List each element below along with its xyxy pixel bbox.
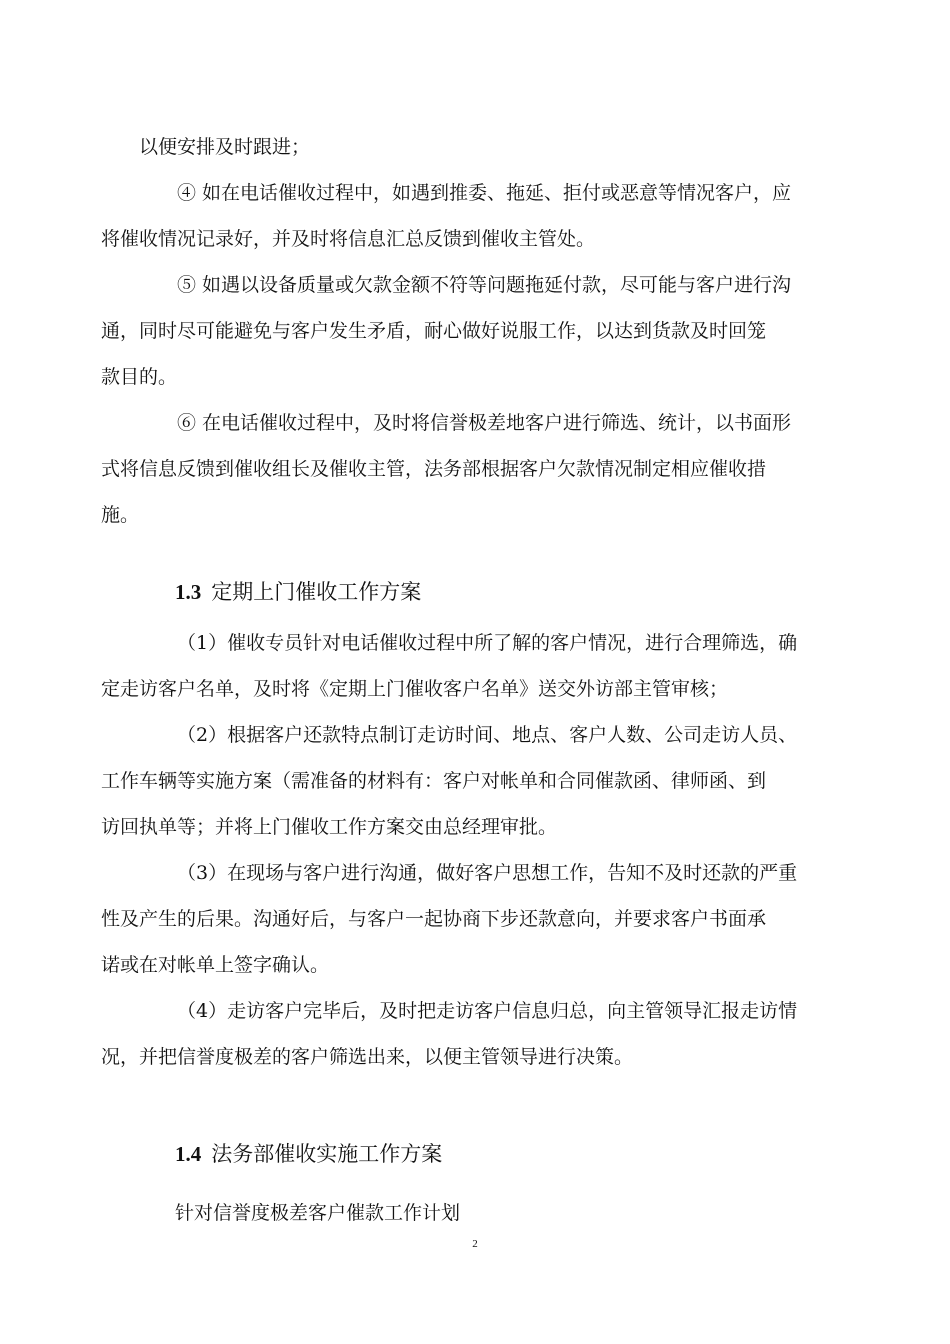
text-line: 通，同时尽可能避免与客户发生矛盾，耐心做好说服工作，以达到货款及时回笼 (101, 320, 767, 342)
page-number: 2 (472, 1238, 478, 1250)
text-line: 性及产生的后果。沟通好后，与客户一起协商下步还款意向，并要求客户书面承 (101, 908, 767, 930)
section-number: 1.3 (175, 580, 202, 604)
text-line: 定走访客户名单，及时将《定期上门催收客户名单》送交外访部主管审核； (101, 678, 729, 700)
paragraph-step-4 (101, 988, 811, 1080)
section-number: 1.4 (175, 1142, 202, 1166)
text-line: 访回执单等；并将上门催收工作方案交由总经理审批。 (101, 816, 558, 838)
text-line: ④ 如在电话催收过程中，如遇到推委、拖延、拒付或恶意等情况客户，应 (177, 182, 792, 204)
text-line: 将催收情况记录好，并及时将信息汇总反馈到催收主管处。 (101, 228, 596, 250)
text-line: 式将信息反馈到催收组长及催收主管，法务部根据客户欠款情况制定相应催收措 (101, 458, 767, 480)
text-line: 施。 (101, 504, 140, 526)
text-line: （4）走访客户完毕后，及时把走访客户信息归总，向主管领导汇报走访情 (177, 1000, 798, 1022)
paragraph-step-1 (101, 620, 811, 712)
text-line: （1）催收专员针对电话催收过程中所了解的客户情况，进行合理筛选，确 (177, 632, 798, 654)
section-title: 定期上门催收工作方案 (211, 580, 422, 604)
text-line: 况，并把信誉度极差的客户筛选出来，以便主管领导进行决策。 (101, 1046, 634, 1068)
text-line: 诺或在对帐单上签字确认。 (101, 954, 330, 976)
paragraph-step-2 (101, 712, 811, 850)
section-intro: 针对信誉度极差客户催款工作计划 (175, 1202, 461, 1224)
section-title: 法务部催收实施工作方案 (211, 1142, 443, 1166)
text-line: （2）根据客户还款特点制订走访时间、地点、客户人数、公司走访人员、 (177, 724, 798, 746)
text-line: ⑤ 如遇以设备质量或欠款金额不符等问题拖延付款，尽可能与客户进行沟 (177, 274, 792, 296)
paragraph-item-4 (101, 170, 811, 262)
section-heading-1-3 (175, 576, 421, 606)
text-line: （3）在现场与客户进行沟通，做好客户思想工作，告知不及时还款的严重 (177, 862, 798, 884)
paragraph-step-3 (101, 850, 811, 988)
text-line: ⑥ 在电话催收过程中，及时将信誉极差地客户进行筛选、统计，以书面形 (177, 412, 792, 434)
text-line: 工作车辆等实施方案（需准备的材料有：客户对帐单和合同催款函、律师函、到 (101, 770, 767, 792)
section-heading-1-4 (175, 1138, 442, 1168)
text-line: 以便安排及时跟进； (139, 136, 311, 158)
paragraph-item-6 (101, 400, 811, 538)
paragraph-item-5 (101, 262, 811, 400)
paragraph-continuation (139, 124, 811, 170)
text-line: 款目的。 (101, 366, 178, 388)
